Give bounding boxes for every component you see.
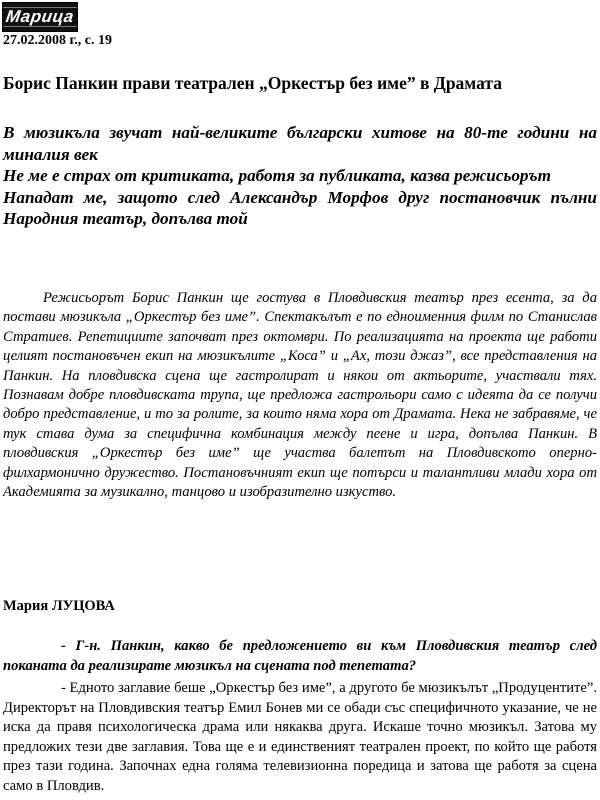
publication-logo [2, 2, 78, 32]
logo-rule-bottom [3, 26, 77, 27]
logo-wordmark: Марица [4, 7, 76, 26]
interview-question: - Г-н. Панкин, какво бе предложението ви към Пловдивския театър след поканата да реализирате мюзикъл на сцената под тепетата? [3, 638, 597, 674]
interview-answer: - Едното заглавие беше „Оркестър без име”, а другото бе мюзикълът „Продуцентите”. Директорът на Пловдивския театър Емил Бонев ми се обади със специфичното указание, че не иска да правя психологическа драма или някаква друга. Искаше точно мюзикъл. Затова му предложих тези две заглавия. Това ще е и единственият театрален проект, по който ще работя през тази година. Започнах една голяма телевизионна поредица и затова ще работя за сцена само в Пловдив. [3, 680, 597, 794]
subhead-1: В мюзикъла звучат най-великите български хитове на 80-те години на миналия век [3, 123, 597, 164]
article-headline: Борис Панкин прави театрален „Оркестър без име” в Драмата [3, 73, 502, 93]
article-author: Мария ЛУЦОВА [3, 598, 115, 614]
dateline: 27.02.2008 г., с. 19 [3, 33, 112, 48]
article-subheads [3, 122, 597, 230]
article-lead-paragraph: Режисьорът Борис Панкин ще гостува в Пловдивския театър през есента, за да постави мюзикъла „Оркестър без име”. Спектакълът е по едноименния филм по Станислав Стратиев. Репетициите започват през октомври. По реализацията на проекта ще работи целият постановъчен екип на мюзикълите „Коса” и „Ах, този джаз”, все представления на Панкин. На пловдивска сцена ще гастролират и някои от актьорите, участвали тях. Познавам добре пловдивската трупа, ще предложа гастрольори само с идеята да се получи добро представление, и то за ролите, за които няма хора от Драмата. Нека не забравяме, че тук става дума за специфична комбинация между пеене и игра, допълва Панкин. В пловдивския „Оркестър без име” ще участва балетът на Пловдивското оперно-филхармонично дружество. Постановъчният екип ще потърси и талантливи млади хора от Академията за музикално, танцово и изобразително изкуство. [3, 290, 597, 501]
subhead-3: Нападат ме, защото след Александър Морфов друг постановчик пълни Народния театър, допълва той [3, 187, 597, 228]
subhead-2: Не ме е страх от критиката, работя за публиката, казва режисьорът [3, 166, 551, 185]
